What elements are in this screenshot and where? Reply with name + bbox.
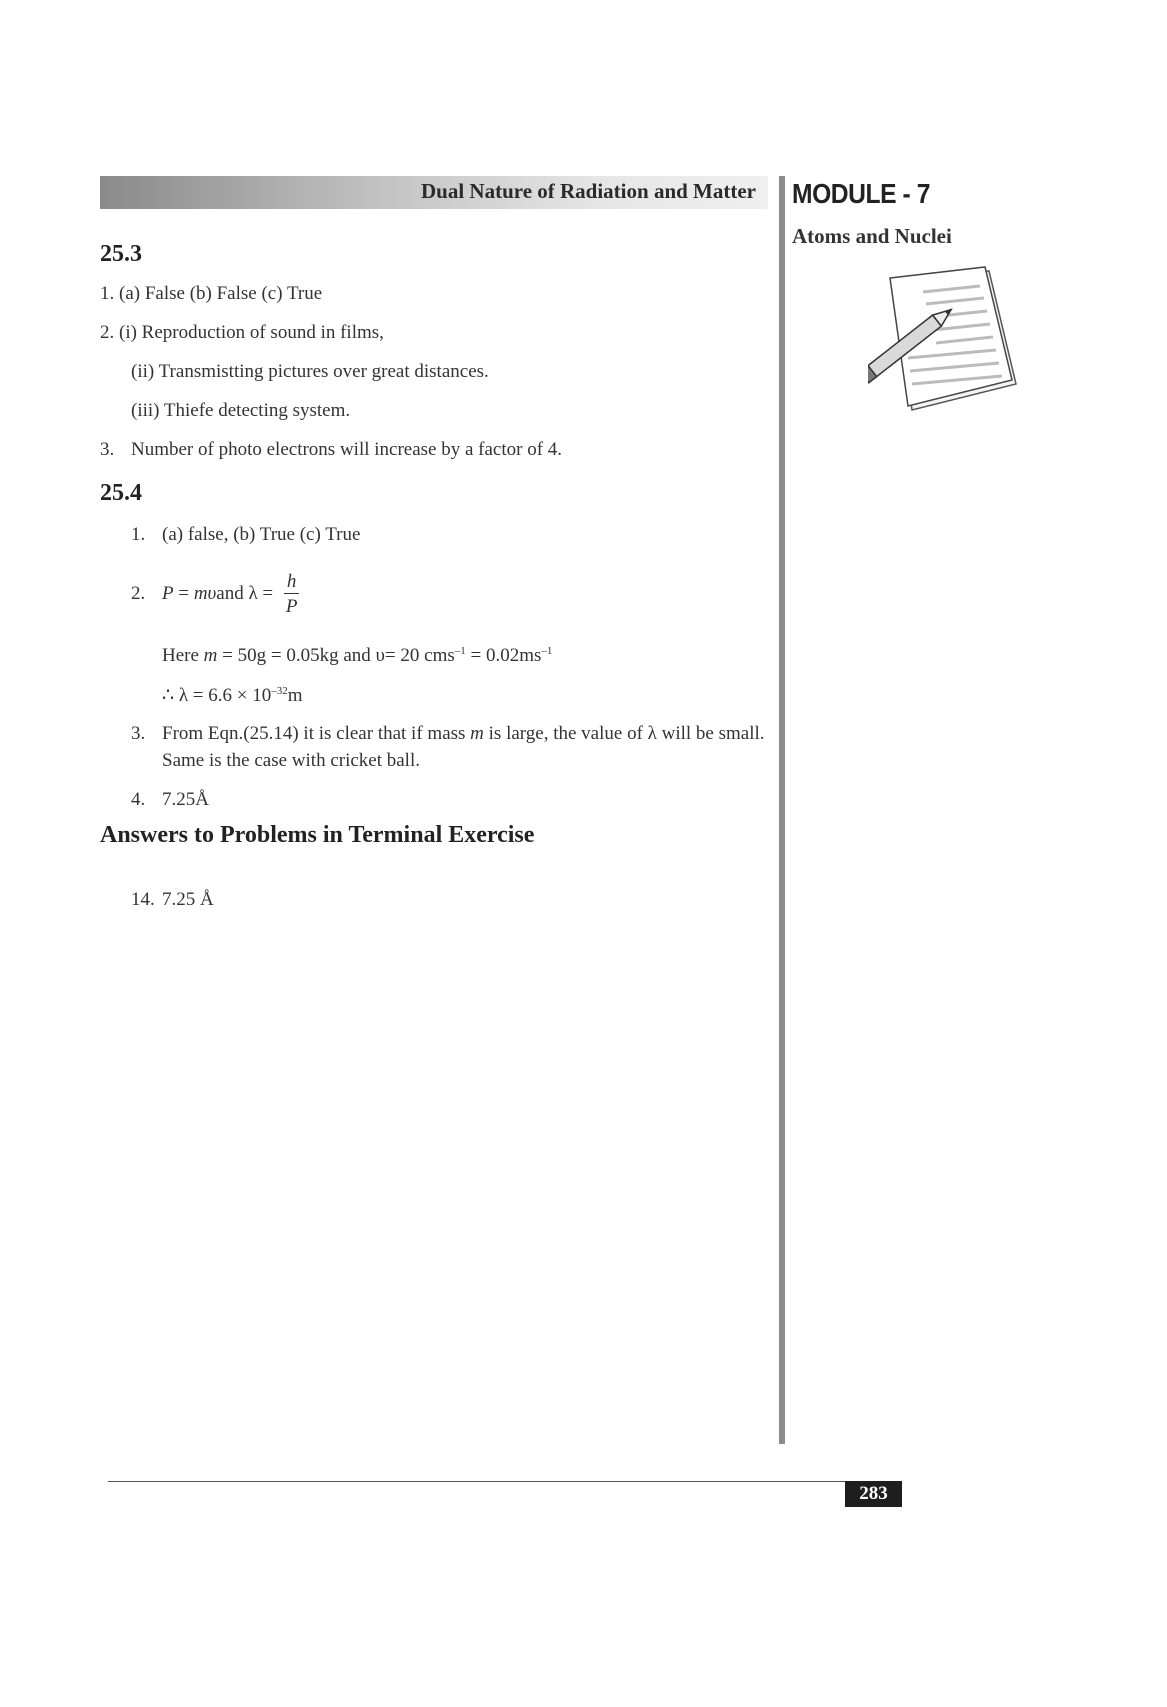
fraction-numerator: h [284, 572, 300, 594]
text-part: ∴ λ = 6.6 × 10 [162, 685, 272, 706]
mass-velocity: mυ [193, 582, 217, 604]
text-part: From Eqn.(25.14) it is clear that if mass [162, 723, 471, 744]
fraction-denominator: P [285, 596, 298, 617]
exponent: –1 [454, 645, 466, 657]
text-part: = 50g = 0.05kg and υ= 20 cms [217, 645, 455, 666]
text-part: m [287, 685, 303, 706]
answer-25-3-3 [100, 439, 562, 461]
answer-25-4-3 [131, 723, 765, 745]
answer-25-4-3-line2: Same is the case with cricket ball. [162, 750, 420, 771]
item-number: 3. [100, 439, 115, 460]
module-title: MODULE - 7 [792, 178, 930, 209]
answer-25-4-2-here [162, 645, 552, 667]
margin-divider [779, 176, 785, 1444]
answer-25-3-2-iii: (iii) Thiefe detecting system. [131, 400, 351, 421]
mass-symbol: m [203, 645, 218, 666]
answer-25-4-2 [131, 572, 299, 617]
exponent: –1 [541, 645, 553, 657]
wavelength-label: and λ = [216, 582, 274, 604]
text-part: Here [162, 645, 204, 666]
section-heading-25-3: 25.3 [100, 241, 142, 267]
text-part: is large, the value of λ will be small. [483, 723, 765, 744]
item-number: 3. [131, 723, 146, 744]
answer-text: 7.25Å [162, 789, 209, 810]
terminal-exercise-heading: Answers to Problems in Terminal Exercise [100, 822, 535, 848]
answer-25-4-1 [131, 524, 360, 546]
answer-text: 7.25 Å [162, 889, 214, 910]
footer-rule [108, 1481, 902, 1482]
module-subtitle: Atoms and Nuclei [792, 224, 952, 248]
answer-25-3-2-ii: (ii) Transmistting pictures over great distances. [131, 361, 489, 382]
equals-sign: = [173, 582, 194, 604]
answer-25-3-1: 1. (a) False (b) False (c) True [100, 283, 323, 304]
item-number: 1. [131, 524, 146, 545]
item-number: 14. [131, 889, 155, 910]
exponent: –32 [271, 685, 288, 697]
answer-text: (a) false, (b) True (c) True [162, 524, 361, 545]
chapter-title: Dual Nature of Radiation and Matter [420, 179, 756, 203]
answer-terminal-14 [131, 889, 214, 911]
momentum-symbol: P [162, 582, 174, 604]
answer-25-4-2-result [162, 684, 303, 707]
answer-25-3-2: 2. (i) Reproduction of sound in films, [100, 322, 384, 343]
section-heading-25-4: 25.4 [100, 480, 142, 506]
h-over-p-fraction [284, 572, 300, 617]
chapter-header-bar [100, 176, 768, 209]
text-part: = 0.02ms [465, 645, 542, 666]
answer-25-4-4 [131, 789, 209, 811]
item-number: 4. [131, 789, 146, 810]
mass-symbol: m [470, 723, 484, 744]
item-number: 2. [131, 582, 146, 604]
notes-pencil-icon [868, 262, 1018, 417]
answer-text: Number of photo electrons will increase by a factor of 4. [131, 439, 563, 460]
page-number: 283 [845, 1481, 902, 1507]
